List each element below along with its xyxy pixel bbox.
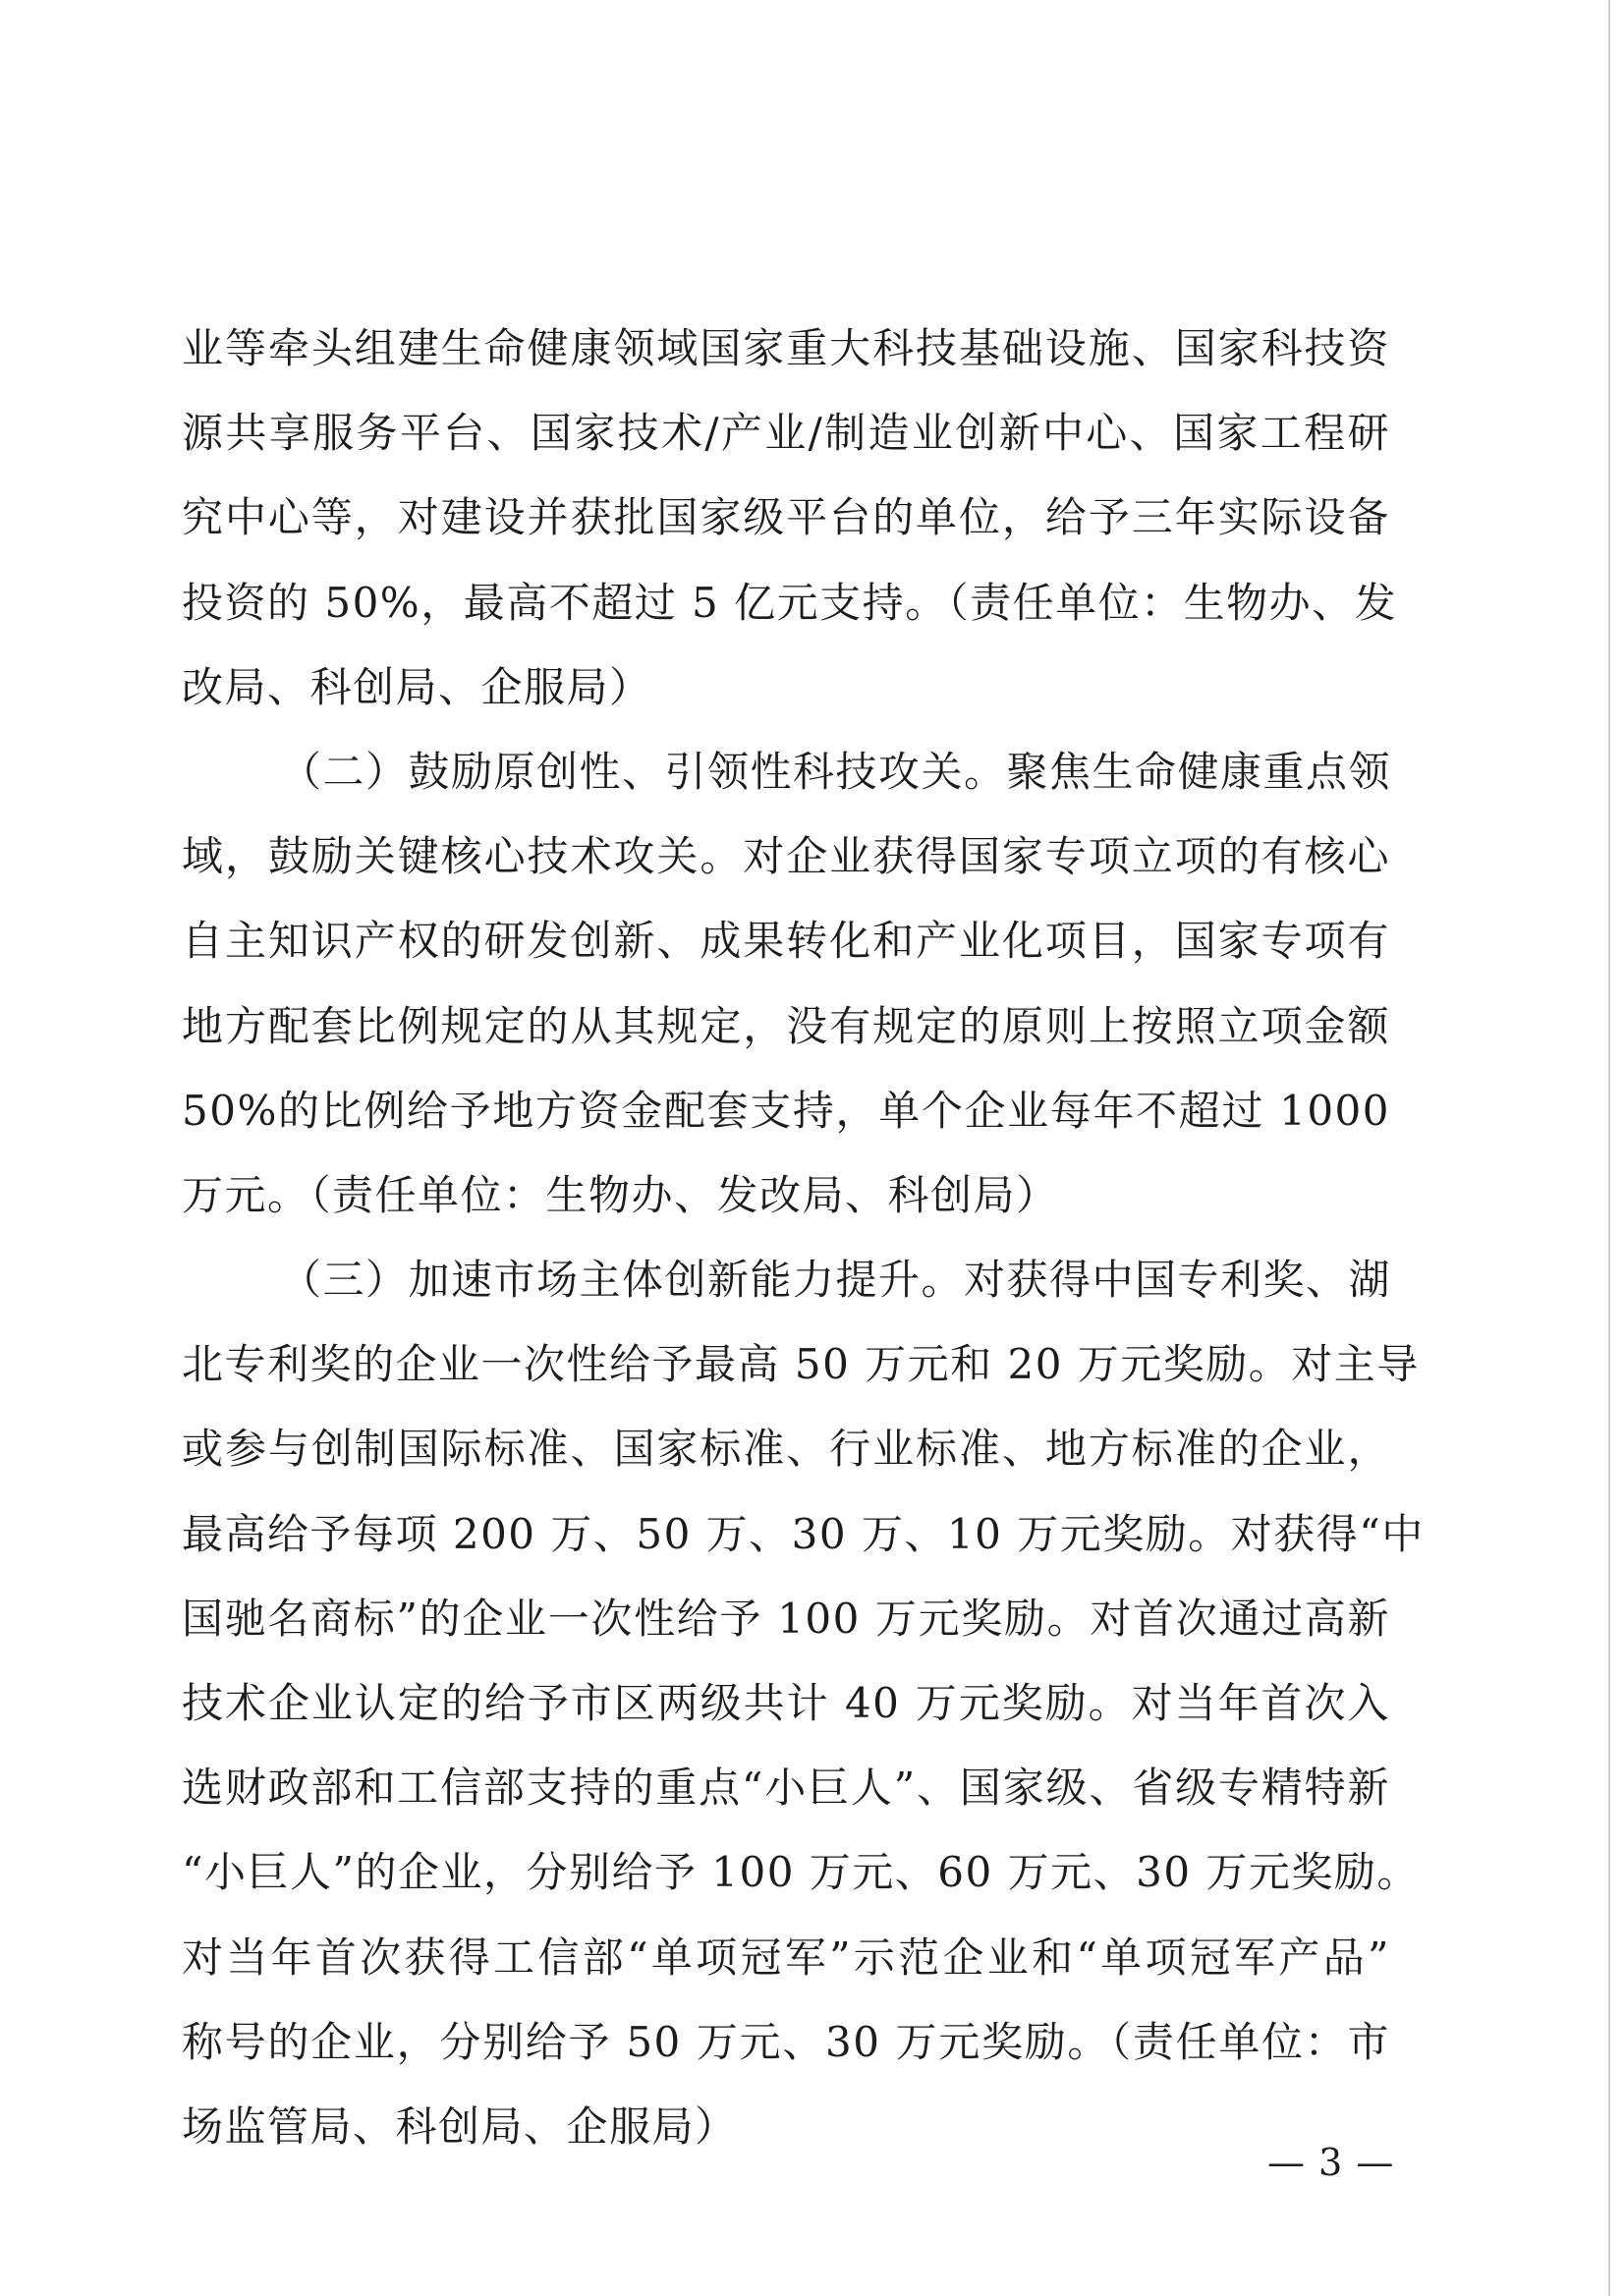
text-line: 50%的比例给予地方资金配套支持，单个企业每年不超过 1000 [182,1086,1390,1135]
text-line: 地方配套比例规定的从其规定，没有规定的原则上按照立项金额 [182,1001,1390,1050]
paragraph-2 [182,730,1390,1238]
text-line: 投资的 50%，最高不超过 5 亿元支持。（责任单位：生物办、发 [182,578,1398,627]
page-edge-shadow [1608,0,1610,2296]
text-line: 或参与创制国际标准、国家标准、行业标准、地方标准的企业， [182,1425,1390,1474]
page-number: — 3 — [1267,2141,1395,2184]
text-line: 源共享服务平台、国家技术/产业/制造业创新中心、国家工程研 [182,409,1390,458]
text-line: “小巨人”的企业，分别给予 100 万元、60 万元、30 万元奖励。 [182,1848,1420,1897]
text-line: （二）鼓励原创性、引领性科技攻关。聚焦生命健康重点领 [280,747,1392,796]
text-line: 对当年首次获得工信部“单项冠军”示范企业和“单项冠军产品” [182,1932,1390,1982]
text-line: 自主知识产权的研发创新、成果转化和产业化项目，国家专项有 [182,917,1390,966]
text-line: 改局、科创局、企服局） [182,662,652,711]
text-line: 国驰名商标”的企业一次性给予 100 万元奖励。对首次通过高新 [182,1594,1390,1643]
text-line: 称号的企业，分别给予 50 万元、30 万元奖励。（责任单位：市 [182,2017,1390,2066]
text-line: （三）加速市场主体创新能力提升。对获得中国专利奖、湖 [280,1256,1392,1305]
text-line: 万元。（责任单位：生物办、发改局、科创局） [182,1170,1059,1219]
paragraph-3 [182,1238,1425,2169]
document-body [182,307,1425,2169]
text-line: 选财政部和工信部支持的重点“小巨人”、国家级、省级专精特新 [182,1764,1390,1813]
paragraph-1 [182,307,1398,730]
text-line: 场监管局、科创局、企服局） [182,2101,738,2151]
text-line: 最高给予每项 200 万、50 万、30 万、10 万元奖励。对获得“中 [182,1509,1425,1558]
text-line: 域，鼓励关键核心技术攻关。对企业获得国家专项立项的有核心 [182,832,1390,881]
text-line: 技术企业认定的给予市区两级共计 40 万元奖励。对当年首次入 [182,1679,1390,1727]
text-line: 业等牵头组建生命健康领域国家重大科技基础设施、国家科技资 [182,324,1390,372]
text-line: 究中心等，对建设并获批国家级平台的单位，给予三年实际设备 [182,493,1390,542]
text-line: 北专利奖的企业一次性给予最高 50 万元和 20 万元奖励。对主导 [182,1340,1420,1389]
